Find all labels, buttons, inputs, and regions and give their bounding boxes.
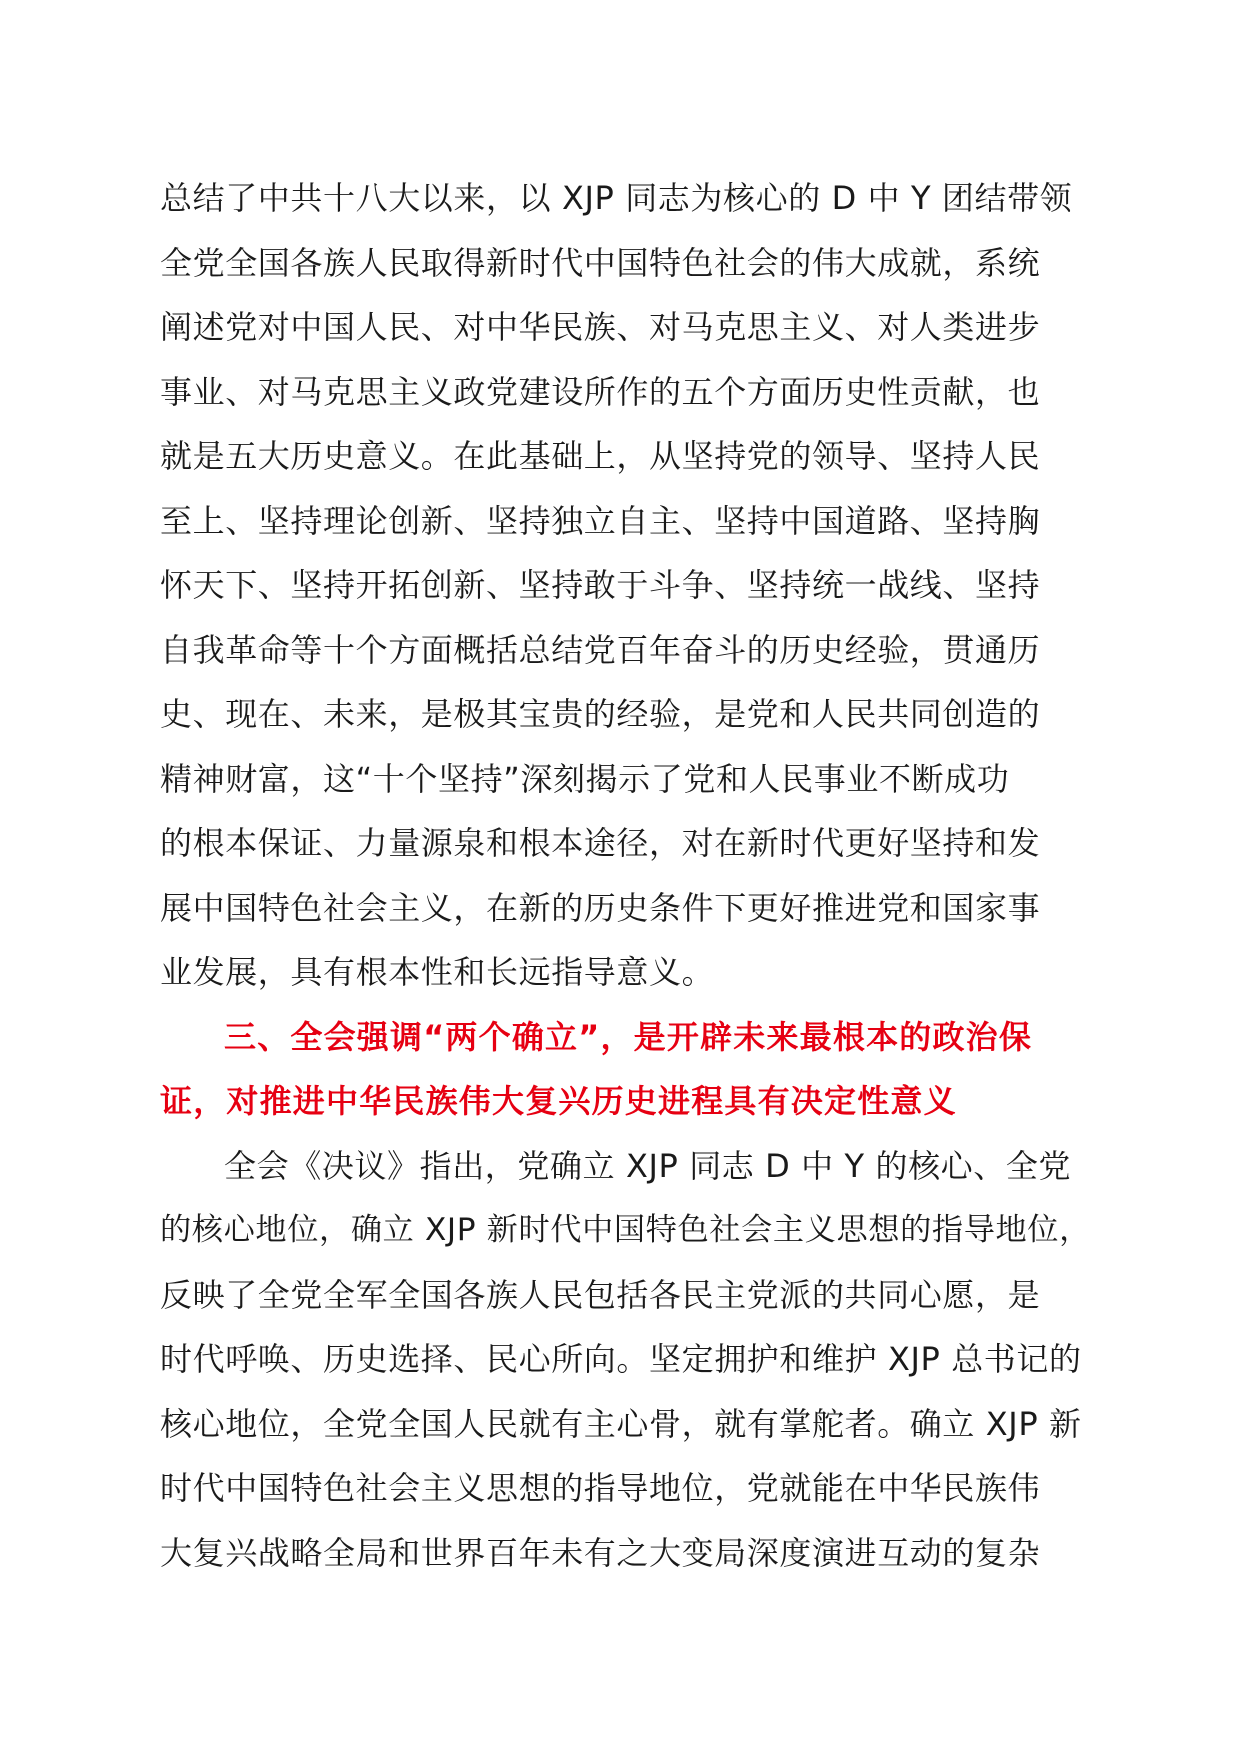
text-line: 怀天下、坚持开拓创新、坚持敢于斗争、坚持统一战线、坚持 xyxy=(160,566,1041,604)
paragraph-continuation xyxy=(160,166,1100,1005)
text-line: 时代呼唤、历史选择、民心所向。坚定拥护和维护 XJP 总书记的 xyxy=(160,1340,1082,1378)
text-line: 业发展，具有根本性和长远指导意义。 xyxy=(160,953,715,991)
document-body xyxy=(160,166,1100,1585)
text-line: 至上、坚持理论创新、坚持独立自主、坚持中国道路、坚持胸 xyxy=(160,501,1041,540)
text-line: 展中国特色社会主义，在新的历史条件下更好推进党和国家事 xyxy=(160,888,1041,927)
text-line: 就是五大历史意义。在此基础上，从坚持党的领导、坚持人民 xyxy=(160,437,1041,475)
paragraph xyxy=(160,1134,1100,1586)
text-line: 的核心地位，确立 XJP 新时代中国特色社会主义思想的指导地位， xyxy=(160,1212,1091,1248)
section-heading xyxy=(160,1005,1100,1134)
text-line: 史、现在、未来，是极其宝贵的经验，是党和人民共同创造的 xyxy=(160,695,1041,733)
text-line: 时代中国特色社会主义思想的指导地位，党就能在中华民族伟 xyxy=(160,1469,1041,1507)
text-line: 全党全国各族人民取得新时代中国特色社会的伟大成就，系统 xyxy=(160,243,1041,282)
text-line: 阐述党对中国人民、对中华民族、对马克思主义、对人类进步 xyxy=(160,308,1041,346)
text-line: 的根本保证、力量源泉和根本途径，对在新时代更好坚持和发 xyxy=(160,824,1041,862)
text-line: 全会《决议》指出，党确立 XJP 同志 D 中 Y 的核心、全党 xyxy=(224,1146,1072,1185)
text-line: 总结了中共十八大以来，以 XJP 同志为核心的 D 中 Y 团结带领 xyxy=(160,179,1073,217)
section-heading-line: 证，对推进中华民族伟大复兴历史进程具有决定性意义 xyxy=(160,1082,957,1120)
text-line: 自我革命等十个方面概括总结党百年奋斗的历史经验，贯通历 xyxy=(160,630,1041,669)
text-line: 事业、对马克思主义政党建设所作的五个方面历史性贡献，也 xyxy=(160,372,1041,411)
section-heading-line: 三、全会强调“两个确立”，是开辟未来最根本的政治保 xyxy=(224,1017,1033,1056)
text-line: 精神财富，这“十个坚持”深刻揭示了党和人民事业不断成功 xyxy=(160,759,1010,798)
text-line: 大复兴战略全局和世界百年未有之大变局深度演进互动的复杂 xyxy=(160,1533,1041,1572)
text-line: 反映了全党全军全国各族人民包括各民主党派的共同心愿，是 xyxy=(160,1275,1041,1314)
text-line: 核心地位，全党全国人民就有主心骨，就有掌舵者。确立 XJP 新 xyxy=(160,1404,1082,1443)
